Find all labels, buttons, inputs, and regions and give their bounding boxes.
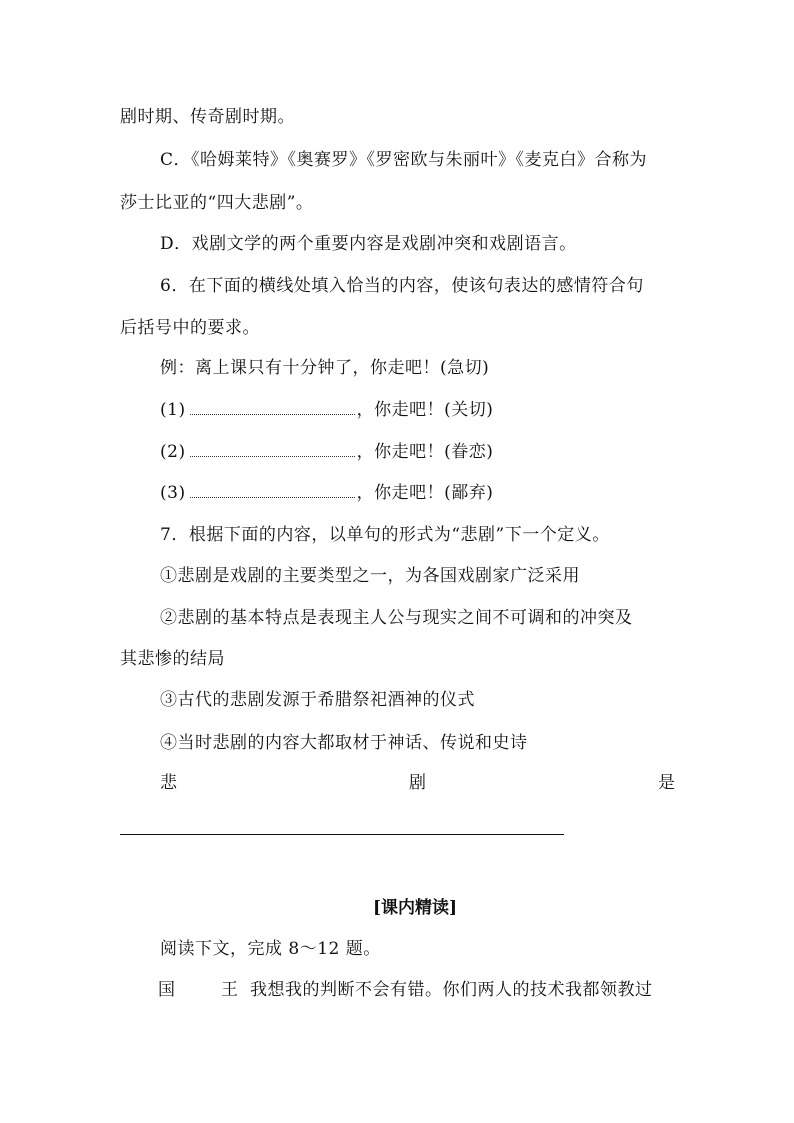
speaker-char: 国 <box>158 980 175 1000</box>
text-line: 剧时期、传奇剧时期。 <box>120 107 295 127</box>
speech-text: 我想我的判断不会有错。你们两人的技术我都领教过 <box>250 980 653 1000</box>
q7-point-2-line2: 其悲惨的结局 <box>120 649 225 669</box>
question-7-title: 7．根据下面的内容，以单句的形式为“悲剧”下一个定义。 <box>160 525 610 545</box>
answer-blank-line[interactable] <box>120 834 564 835</box>
q7-point-3: ③古代的悲剧发源于希腊祭祀酒神的仪式 <box>160 690 475 710</box>
fill-item-3 <box>160 481 493 505</box>
answer-word: 是 <box>658 773 675 793</box>
fill-item-number: (1) <box>160 400 186 420</box>
option-c-line2: 莎士比亚的“四大悲剧”。 <box>120 193 314 213</box>
speaker-name <box>158 978 238 1002</box>
fill-item-1 <box>160 398 493 422</box>
fill-blank-2[interactable] <box>190 442 355 457</box>
option-c-line1: C．《哈姆莱特》《奥赛罗》《罗密欧与朱丽叶》《麦克白》合称为 <box>160 150 648 170</box>
q7-point-1: ①悲剧是戏剧的主要类型之一，为各国戏剧家广泛采用 <box>160 566 580 586</box>
example-line: 例：离上课只有十分钟了，你走吧！(急切) <box>160 358 490 378</box>
fill-blank-1[interactable] <box>190 400 355 415</box>
fill-item-number: (2) <box>160 442 186 462</box>
fill-item-suffix: ，你走吧！(眷恋) <box>356 442 494 462</box>
fill-item-number: (3) <box>160 483 186 503</box>
fill-item-suffix: ，你走吧！(鄙弃) <box>356 483 494 503</box>
reading-intro: 阅读下文，完成 8～12 题。 <box>160 939 381 959</box>
answer-word: 悲 <box>160 773 177 793</box>
fill-item-suffix: ，你走吧！(关切) <box>356 400 494 420</box>
answer-prompt <box>160 771 675 795</box>
fill-item-2 <box>160 440 493 464</box>
speaker-char: 王 <box>221 980 238 1000</box>
q7-point-4: ④当时悲剧的内容大都取材于神话、传说和史诗 <box>160 733 528 753</box>
fill-blank-3[interactable] <box>190 483 355 498</box>
section-title: [课内精读] <box>372 898 458 918</box>
q7-point-2-line1: ②悲剧的基本特点是表现主人公与现实之间不可调和的冲突及 <box>160 608 633 628</box>
answer-word: 剧 <box>409 773 426 793</box>
question-6-line1: 6．在下面的横线处填入恰当的内容，使该句表达的感情符合句 <box>160 276 644 296</box>
option-d: D．戏剧文学的两个重要内容是戏剧冲突和戏剧语言。 <box>160 234 577 254</box>
question-6-line2: 后括号中的要求。 <box>120 318 260 338</box>
